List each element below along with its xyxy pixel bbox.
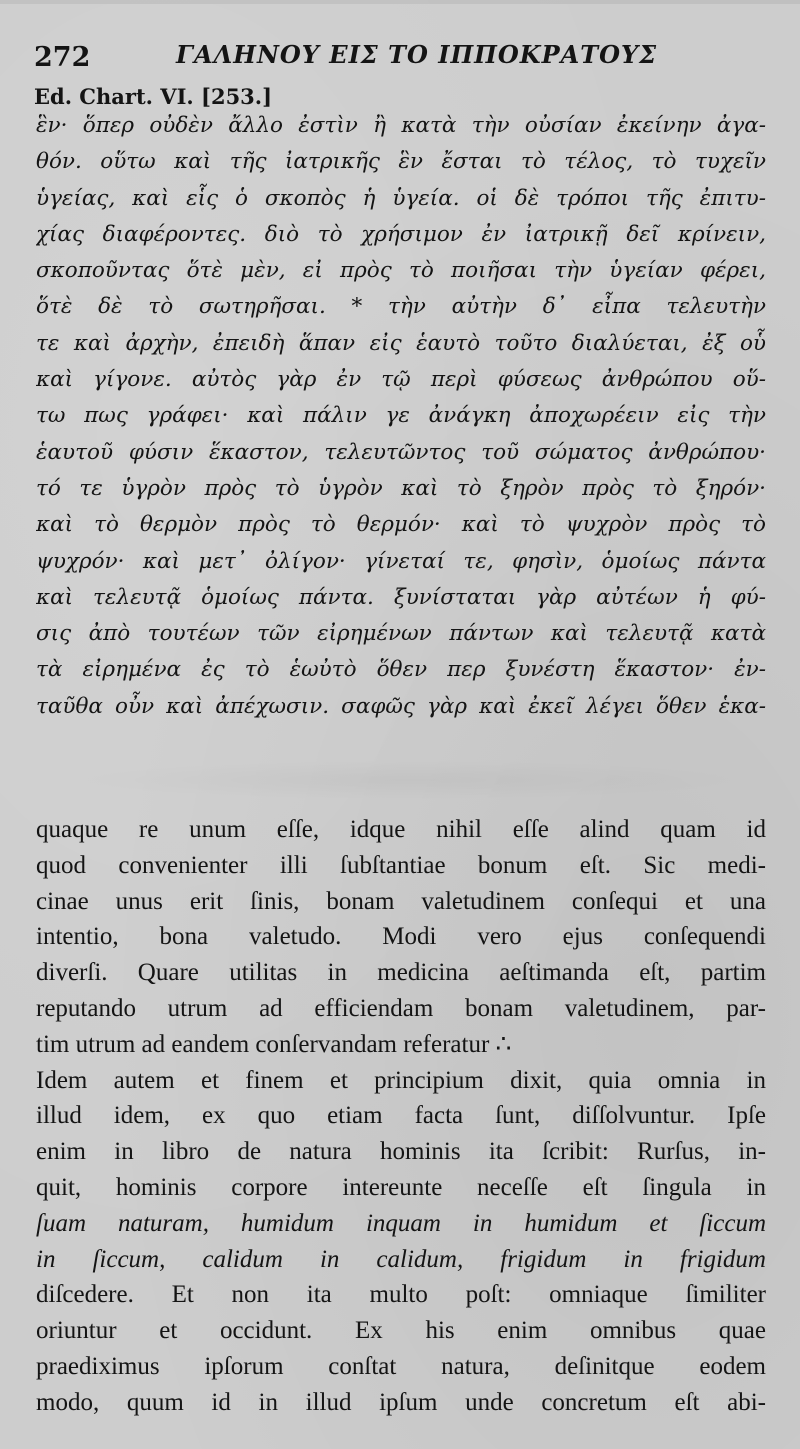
latin-line: ſuam naturam, humidum inquam in humidum et ſiccum bbox=[36, 1209, 766, 1237]
greek-line: ἑαυτοῦ φύσιν ἕκαστον, τελευτῶντος τοῦ σώματος ἀνθρώπου· bbox=[36, 439, 766, 465]
latin-line: quaque re unum eſſe, idque nihil eſſe alind quam id bbox=[36, 816, 766, 843]
latin-line: enim in libro de natura hominis ita ſcribit: Rurſus, in- bbox=[36, 1138, 766, 1166]
latin-line: oriuntur et occidunt. Ex his enim omnibus quae bbox=[36, 1317, 766, 1345]
running-title: ΓΑΛΗΝΟΥ ΕΙΣ ΤΟ ΙΠΠΟΚΡΑΤΟΥΣ bbox=[176, 40, 658, 69]
greek-line: σκοποῦντας ὅτὲ μὲν, εἰ πρὸς τὸ ποιῆσαι τὴν ὑγείαν φέρει, bbox=[36, 258, 766, 284]
greek-text-block bbox=[36, 108, 766, 725]
latin-line: tim utrum ad eandem conſervandam referatur ∴ bbox=[36, 1030, 512, 1058]
greek-line: ὑγείας, καὶ εἷς ὁ σκοπὸς ἡ ὑγεία. οἱ δὲ τρόποι τῆς ἐπιτυ- bbox=[36, 185, 766, 211]
edition-reference: Ed. Chart. VI. [253.] bbox=[34, 84, 273, 109]
greek-line: τω πως γράφει· καὶ πάλιν γε ἀνάγκη ἀποχωρέειν εἰς τὴν bbox=[36, 403, 766, 429]
greek-line: καὶ τὸ θερμὸν πρὸς τὸ θερμόν· καὶ τὸ ψυχρὸν πρὸς τὸ bbox=[36, 512, 766, 538]
greek-line: καὶ γίγονε. αὐτὸς γὰρ ἐν τῷ περὶ φύσεως ἀνθρώπου οὕ- bbox=[36, 367, 766, 393]
latin-line: praediximus ipſorum conſtat natura, deſinitque eodem bbox=[36, 1352, 766, 1380]
greek-line: χίας διαφέροντες. διὸ τὸ χρήσιμον ἐν ἰατρικῇ δεῖ κρίνειν, bbox=[36, 221, 766, 247]
latin-line: modo, quum id in illud ipſum unde concretum eſt abi- bbox=[36, 1388, 766, 1416]
latin-line: intentio, bona valetudo. Modi vero ejus conſequendi bbox=[36, 923, 766, 951]
greek-line: τό τε ὑγρὸν πρὸς τὸ ὑγρὸν καὶ τὸ ξηρὸν πρὸς τὸ ξηρόν· bbox=[36, 475, 766, 501]
latin-line: quod convenienter illi ſubſtantiae bonum eſt. Sic medi- bbox=[36, 851, 766, 879]
latin-line: diſcedere. Et non ita multo poſt: omniaque ſimiliter bbox=[36, 1281, 766, 1309]
greek-line: θόν. οὕτω καὶ τῆς ἰατρικῆς ἓν ἔσται τὸ τέλος, τὸ τυχεῖν bbox=[36, 149, 766, 175]
latin-line: Idem autem et finem et principium dixit, quia omnia in bbox=[36, 1066, 766, 1094]
bleed-through-smudge bbox=[60, 760, 760, 800]
greek-line: ὅτὲ δὲ τὸ σωτηρῆσαι. * τὴν αὐτὴν δ᾽ εἶπα τελευτὴν bbox=[36, 294, 766, 320]
page-header bbox=[34, 36, 774, 80]
greek-line: καὶ τελευτᾷ ὁμοίως πάντα. ξυνίσταται γὰρ αὐτέων ἡ φύ- bbox=[36, 584, 766, 610]
latin-line: illud idem, ex quo etiam facta ſunt, diſſolvuntur. Ipſe bbox=[36, 1102, 766, 1130]
latin-line: in ſiccum, calidum in calidum, frigidum in frigidum bbox=[36, 1245, 766, 1273]
page-edge bbox=[0, 0, 800, 4]
greek-line: ἓν· ὅπερ οὐδὲν ἄλλο ἐστὶν ἢ κατὰ τὴν οὐσίαν ἐκείνην ἀγα- bbox=[36, 113, 766, 138]
latin-line: quit, hominis corpore intereunte neceſſe eſt ſingula in bbox=[36, 1173, 766, 1201]
greek-line: ταῦθα οὖν καὶ ἀπέχωσιν. σαφῶς γὰρ καὶ ἐκεῖ λέγει ὅθεν ἑκα- bbox=[36, 693, 766, 719]
greek-line: τὰ εἰρημένα ἐς τὸ ἑωὐτὸ ὅθεν περ ξυνέστη ἕκαστον· ἐν- bbox=[36, 657, 766, 683]
latin-line: cinae unus erit ſinis, bonam valetudinem conſequi et una bbox=[36, 887, 766, 915]
greek-line: σις ἀπὸ τουτέων τῶν εἰρημένων πάντων καὶ τελευτᾷ κατὰ bbox=[36, 621, 766, 647]
page-number: 272 bbox=[34, 42, 91, 73]
greek-line: ψυχρόν· καὶ μετ᾽ ὀλίγον· γίνεταί τε, φησὶν, ὁμοίως πάντα bbox=[36, 548, 766, 574]
latin-line: reputando utrum ad efficiendam bonam valetudinem, par- bbox=[36, 994, 766, 1022]
greek-line: τε καὶ ἀρχὴν, ἐπειδὴ ἅπαν εἰς ἑαυτὸ τοῦτο διαλύεται, ἐξ οὗ bbox=[36, 330, 766, 356]
latin-line: diverſi. Quare utilitas in medicina aeſtimanda eſt, partim bbox=[36, 959, 766, 987]
latin-text-block bbox=[36, 812, 766, 1421]
